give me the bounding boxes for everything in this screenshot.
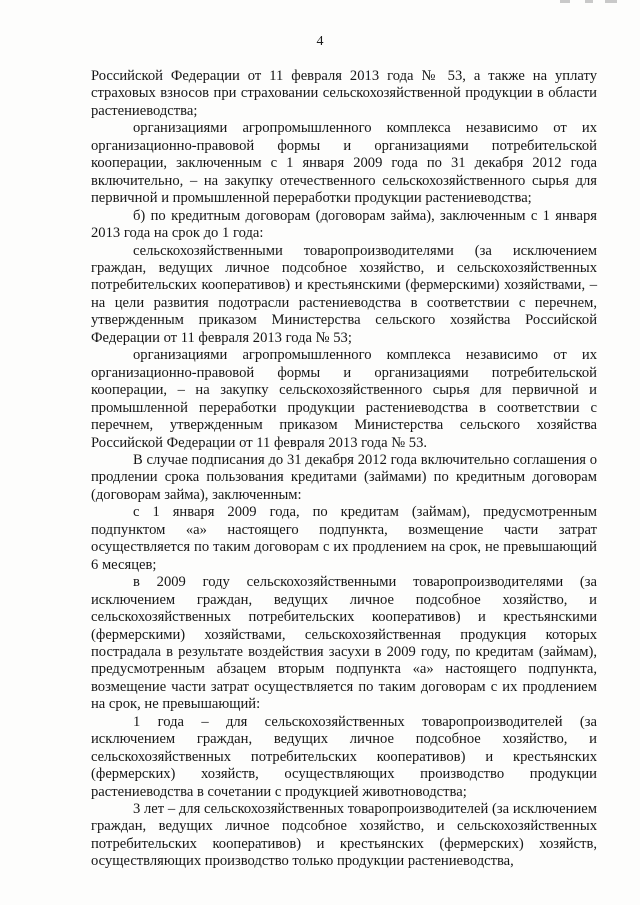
paragraph: сельскохозяйственными товаропроизводителями (за исключением граждан, ведущих личное подсобное хозяйство, и сельскохозяйственных потребительских кооперативов) и крестьянскими (фермерскими) хозяйствами, – на цели развития подотрасли растениеводства в соответствии с перечнем, утвержденным приказом Министерства сельского хозяйства Российской Федерации от 11 февраля 2013 года № 53; [91, 242, 597, 346]
paragraph: с 1 января 2009 года, по кредитам (займам), предусмотренным подпунктом «а» настоящего подпункта, возмещение части затрат осуществляется по таким договорам с их продлением на срок, не превышающий 6 месяцев; [91, 504, 597, 573]
scan-mark [585, 0, 593, 3]
paragraph: 3 лет – для сельскохозяйственных товаропроизводителей (за исключением граждан, ведущих личное подсобное хозяйство, и сельскохозяйственных потребительских кооперативов) и крестьянских (фермерских) хозяйств, осуществляющих производство только продукции растениеводства, [91, 801, 597, 870]
document-body [91, 68, 597, 871]
paragraph: 1 года – для сельскохозяйственных товаропроизводителей (за исключением граждан, ведущих личное подсобное хозяйство, и сельскохозяйственных потребительских кооперативов) и крестьянских (фермерских) хозяйств, осуществляющих производство продукции растениеводства в сочетании с продукцией животноводства; [91, 713, 597, 800]
page-number: 4 [316, 34, 324, 49]
paragraph: организациями агропромышленного комплекса независимо от их организационно-правовой формы и организациями потребительской кооперации, – на закупку сельскохозяйственного сырья для первичной и промышленной переработки продукции растениеводства в соответствии с перечнем, утвержденным приказом Министерства сельского хозяйства Российской Федерации от 11 февраля 2013 года № 53. [91, 347, 597, 451]
paragraph: В случае подписания до 31 декабря 2012 года включительно соглашения о продлении срока пользования кредитами (займами) по кредитным договорам (договорам займа), заключенным: [91, 451, 597, 503]
scan-mark [605, 0, 617, 3]
paragraph: б) по кредитным договорам (договорам займа), заключенным с 1 января 2013 года на срок до 1 года: [91, 207, 597, 242]
scan-mark [560, 0, 570, 3]
paragraph: Российской Федерации от 11 февраля 2013 года № 53, а также на уплату страховых взносов при страховании сельскохозяйственной продукции в области растениеводства; [91, 68, 597, 119]
paragraph: организациями агропромышленного комплекса независимо от их организационно-правовой формы и организациями потребительской кооперации, заключенным с 1 января 2009 года по 31 декабря 2012 года включительно, – на закупку отечественного сельскохозяйственного сырья для первичной и промышленной переработки продукции растениеводства; [91, 120, 597, 207]
paragraph: в 2009 году сельскохозяйственными товаропроизводителями (за исключением граждан, ведущих личное подсобное хозяйство, и сельскохозяйственных потребительских кооперативов) и крестьянскими (фермерскими) хозяйствами, сельскохозяйственная продукция которых пострадала в результате воздействия засухи в 2009 году, по кредитам (займам), предусмотренным абзацем вторым подпункта «а» настоящего подпункта, возмещение части затрат осуществляется по таким договорам с их продлением на срок, не превышающий: [91, 574, 597, 713]
